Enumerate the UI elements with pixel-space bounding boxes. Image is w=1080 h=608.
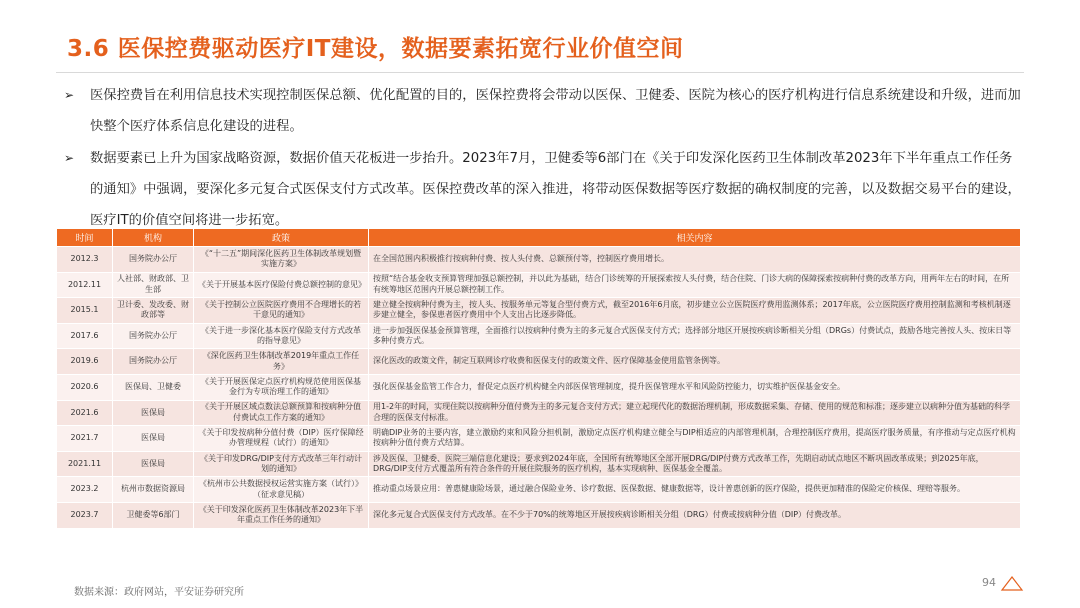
cell-org: 医保局	[113, 451, 194, 477]
page-title: 3.6 医保控费驱动医疗IT建设，数据要素拓宽行业价值空间	[67, 36, 684, 62]
cell-policy: 《关于开展基本医疗保险付费总额控制的意见》	[194, 272, 369, 298]
cell-time: 2015.1	[57, 298, 113, 324]
cell-policy: 《关于印发DRG/DIP支付方式改革三年行动计划的通知》	[194, 451, 369, 477]
cell-org: 医保局	[113, 426, 194, 452]
cell-content: 按照“结合基金收支预算管理加强总额控制，并以此为基础，结合门诊统筹的开展探索按人头付费，结合住院、门诊大病的保障探索按病种付费的改革方向，用两年左右的时间，在所有统筹地区范围内开展总额控制工作。	[369, 272, 1021, 298]
cell-content: 深化医改的政策文件，制定互联网诊疗收费和医保支付的政策文件、医疗保障基金使用监管条例等。	[369, 349, 1021, 375]
header-content: 相关内容	[369, 229, 1021, 247]
cell-policy: 《关于开展区域点数法总额预算和按病种分值付费试点工作方案的通知》	[194, 400, 369, 426]
cell-time: 2021.6	[57, 400, 113, 426]
bullet-arrow-icon: ➢	[64, 151, 75, 165]
cell-policy: 《关于控制公立医院医疗费用不合理增长的若干意见的通知》	[194, 298, 369, 324]
cell-time: 2019.6	[57, 349, 113, 375]
cell-policy: 《关于印发按病种分值付费（DIP）医疗保障经办管理规程（试行）的通知》	[194, 426, 369, 452]
cell-content: 明确DIP业务的主要内容，建立激励约束和风险分担机制，激励定点医疗机构建立健全与DIP相适应的内部管理机制，合理控制医疗费用，提高医疗服务质量，有序推动与定点医疗机构按病种分值付费方式结算。	[369, 426, 1021, 452]
header-time: 时间	[57, 229, 113, 247]
table-row	[57, 374, 1021, 400]
source-note: 数据来源：政府网站，平安证券研究所	[74, 587, 244, 598]
cell-org: 医保局、卫健委	[113, 374, 194, 400]
table-row	[57, 272, 1021, 298]
table-row	[57, 400, 1021, 426]
cell-content: 在全国范围内积极推行按病种付费、按人头付费、总额预付等，控制医疗费用增长。	[369, 247, 1021, 273]
table-row	[57, 502, 1021, 528]
bullet-text: 医保控费旨在利用信息技术实现控制医保总额、优化配置的目的，医保控费将会带动以医保、卫健委、医院为核心的医疗机构进行信息系统建设和升级，进而加快整个医疗体系信息化建设的进程。	[90, 88, 1021, 134]
bullet-paragraph-2	[64, 143, 1024, 236]
table-row	[57, 477, 1021, 503]
cell-org: 卫健委等6部门	[113, 502, 194, 528]
page-number: 94	[982, 576, 996, 589]
cell-policy: 《关于开展医保定点医疗机构规范使用医保基金行为专项治理工作的通知》	[194, 374, 369, 400]
table-row	[57, 247, 1021, 273]
table-row	[57, 349, 1021, 375]
cell-content: 进一步加强医保基金预算管理，全面推行以按病种付费为主的多元复合式医保支付方式；选择部分地区开展按疾病诊断相关分组（DRGs）付费试点，鼓励各地完善按人头、按床日等多种付费方式。	[369, 323, 1021, 349]
cell-time: 2021.11	[57, 451, 113, 477]
bullet-paragraph-1	[64, 80, 1024, 142]
cell-org: 国务院办公厅	[113, 349, 194, 375]
cell-org: 人社部、财政部、卫生部	[113, 272, 194, 298]
cell-policy: 《关于进一步深化基本医疗保险支付方式改革的指导意见》	[194, 323, 369, 349]
table-header-row	[57, 229, 1021, 247]
cell-org: 卫计委、发改委、财政部等	[113, 298, 194, 324]
cell-org: 杭州市数据资源局	[113, 477, 194, 503]
bullet-text: 数据要素已上升为国家战略资源，数据价值天花板进一步抬升。2023年7月，卫健委等6部门在《关于印发深化医药卫生体制改革2023年下半年重点工作任务的通知》中强调，要深化多元复合式医保支付方式改革。医保控费改革的深入推进，将带动医保数据等医疗数据的确权制度的完善，以及数据交易平台的建设，医疗IT的价值空间将进一步拓宽。	[90, 151, 1021, 228]
cell-time: 2020.6	[57, 374, 113, 400]
cell-time: 2017.6	[57, 323, 113, 349]
header-policy: 政策	[194, 229, 369, 247]
cell-policy: 《杭州市公共数据授权运营实施方案（试行）》（征求意见稿）	[194, 477, 369, 503]
cell-time: 2023.7	[57, 502, 113, 528]
cell-org: 国务院办公厅	[113, 247, 194, 273]
cell-policy: 《深化医药卫生体制改革2019年重点工作任务》	[194, 349, 369, 375]
cell-time: 2021.7	[57, 426, 113, 452]
cell-time: 2012.11	[57, 272, 113, 298]
cell-time: 2023.2	[57, 477, 113, 503]
cell-org: 国务院办公厅	[113, 323, 194, 349]
cell-content: 涉及医保、卫健委、医院三端信息化建设；要求到2024年底，全国所有统筹地区全部开展DRG/DIP付费方式改革工作，先期启动试点地区不断巩固改革成果；到2025年底，DRG/DIP支付方式覆盖所有符合条件的开展住院服务的医疗机构，基本实现病种、医保基金全覆盖。	[369, 451, 1021, 477]
table-row	[57, 323, 1021, 349]
corner-logo-icon	[1000, 574, 1024, 592]
cell-policy: 《关于印发深化医药卫生体制改革2023年下半年重点工作任务的通知》	[194, 502, 369, 528]
cell-org: 医保局	[113, 400, 194, 426]
cell-content: 深化多元复合式医保支付方式改革。在不少于70%的统筹地区开展按疾病诊断相关分组（DRG）付费或按病种分值（DIP）付费改革。	[369, 502, 1021, 528]
bullet-arrow-icon: ➢	[64, 88, 75, 102]
table-row	[57, 426, 1021, 452]
cell-content: 用1-2年的时间，实现住院以按病种分值付费为主的多元复合支付方式；建立起现代化的数据治理机制，形成数据采集、存储、使用的规范和标准；逐步建立以病种分值为基础的科学合理的医保支付标准。	[369, 400, 1021, 426]
cell-time: 2012.3	[57, 247, 113, 273]
cell-policy: 《“十二五”期间深化医药卫生体制改革规划暨实施方案》	[194, 247, 369, 273]
header-org: 机构	[113, 229, 194, 247]
cell-content: 强化医保基金监管工作合力，督促定点医疗机构健全内部医保管理制度，提升医保管理水平和风险防控能力，切实维护医保基金安全。	[369, 374, 1021, 400]
cell-content: 建立健全按病种付费为主，按人头、按服务单元等复合型付费方式，截至2016年6月底，初步建立公立医院医疗费用监测体系；2017年底，公立医院医疗费用控制监测和考核机制逐步建立健全，参保患者医疗费用中个人支出占比逐步降低。	[369, 298, 1021, 324]
policy-table	[56, 228, 1021, 529]
title-divider	[56, 72, 1024, 73]
cell-content: 推动重点场景应用：普惠健康险场景，通过融合保险业务、诊疗数据、医保数据、健康数据等，设计普惠创新的医疗保险，提供更加精准的保险定价核保、理赔等服务。	[369, 477, 1021, 503]
table-row	[57, 298, 1021, 324]
table-row	[57, 451, 1021, 477]
